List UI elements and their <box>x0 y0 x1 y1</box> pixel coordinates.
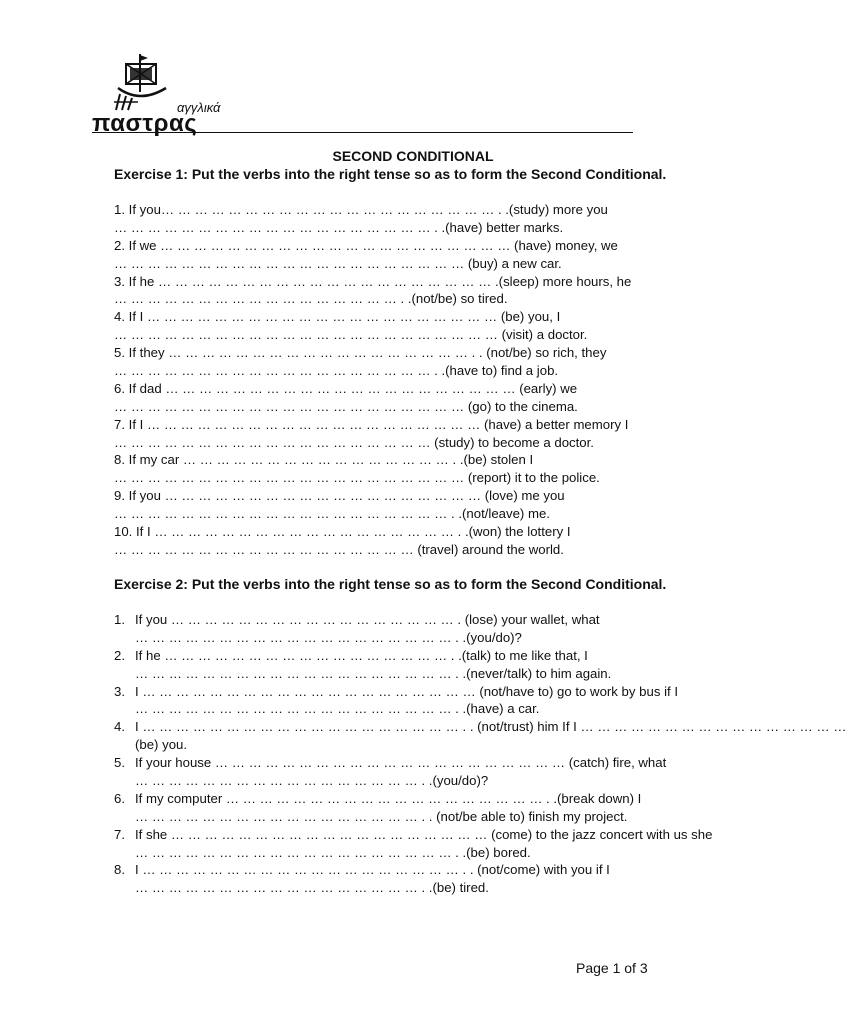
exercise2-list <box>114 611 846 897</box>
item-number: 3. <box>114 683 125 699</box>
item-line-first: I … … … … … … … … … … … … … … … … … … … . . (not/come) with you if I <box>135 862 610 878</box>
item-number: 1. <box>114 612 125 627</box>
item-line-second: … … … … … … … … … … … … … … … … … … … … . .(not/leave) me. <box>114 506 550 522</box>
item-line-second: … … … … … … … … … … … … … … … … … … (travel) around the world. <box>114 541 564 557</box>
item-line-second: … … … … … … … … … … … … … … … … … … … . .(be) bored. <box>135 844 531 860</box>
exercise1-item <box>114 451 734 487</box>
item-line-second: … … … … … … … … … … … … … … … … … … … . .(you/do)? <box>135 629 522 645</box>
item-number: 6. <box>114 790 125 806</box>
item-line-second: (be) you. <box>135 737 188 753</box>
exercise1-item <box>114 380 734 416</box>
exercise1-item <box>114 237 734 273</box>
exercise2-item <box>114 826 734 862</box>
brand-logo <box>92 52 238 137</box>
item-line-second: … … … … … … … … … … … … … … … … … … … … … … … (visit) a doctor. <box>114 327 588 343</box>
exercise2-item <box>114 611 734 647</box>
item-number: 8. <box>114 862 125 878</box>
item-line-second: … … … … … … … … … … … … … … … … … … … . .(have) better marks. <box>114 219 564 235</box>
item-line-first: If he … … … … … … … … … … … … … … … … … . .(talk) to me like that, I <box>135 647 588 663</box>
exercise2-item <box>114 861 734 897</box>
exercise2-item <box>114 790 734 826</box>
item-line-first: If your house … … … … … … … … … … … … … … … … … … … … … (catch) fire, what <box>135 755 667 771</box>
item-line-first: 6. If dad … … … … … … … … … … … … … … … … … … … … … (early) we <box>114 380 578 396</box>
exercise2-item <box>114 754 734 790</box>
header-divider <box>92 132 633 133</box>
item-line-first: 4. If I … … … … … … … … … … … … … … … … … … … … … (be) you, I <box>114 309 561 325</box>
item-line-first: If she … … … … … … … … … … … … … … … … … … … (come) to the jazz concert with us she <box>135 826 713 842</box>
item-line-first: 9. If you … … … … … … … … … … … … … … … … … … … (love) me you <box>114 488 565 504</box>
exercise1-item <box>114 308 734 344</box>
item-line-second: … … … … … … … … … … … … … … … … … . .(be) tired. <box>135 880 489 896</box>
exercise1-item <box>114 273 734 309</box>
exercise2-item <box>114 647 734 683</box>
item-line-second: … … … … … … … … … … … … … … … … … … … … … (report) it to the police. <box>114 470 600 486</box>
document-title: SECOND CONDITIONAL <box>332 148 494 164</box>
item-line-first: 2. If we … … … … … … … … … … … … … … … … … … … … … (have) money, we <box>114 237 618 253</box>
page-number: Page 1 of 3 <box>576 960 648 976</box>
exercise1-item <box>114 201 734 237</box>
item-line-second: … … … … … … … … … … … … … … … … … . . (not/be able to) finish my project. <box>135 808 628 824</box>
item-number: 5. <box>114 755 125 771</box>
item-line-first: 10. If I … … … … … … … … … … … … … … … … … … . .(won) the lottery I <box>114 524 571 540</box>
item-line-second: … … … … … … … … … … … … … … … … … . .(you/do)? <box>135 773 489 789</box>
item-line-second: … … … … … … … … … … … … … … … … … … … . .(never/talk) to him again. <box>135 665 612 681</box>
exercise1-item <box>114 523 734 559</box>
exercise2-item <box>114 683 734 719</box>
exercise2-heading: Exercise 2: Put the verbs into the right tense so as to form the Second Conditional. <box>114 576 667 592</box>
item-line-second: … … … … … … … … … … … … … … … … … … … … … (buy) a new car. <box>114 255 562 271</box>
item-line-second: … … … … … … … … … … … … … … … … … … … (study) to become a doctor. <box>114 434 594 450</box>
item-line-first: I … … … … … … … … … … … … … … … … … … … … (not/have to) go to work by bus if I <box>135 683 678 699</box>
item-line-second: … … … … … … … … … … … … … … … … … … … . .(have to) find a job. <box>114 363 559 379</box>
item-line-second: … … … … … … … … … … … … … … … … … . .(not/be) so tired. <box>114 291 508 307</box>
item-line-first: 1. If you… … … … … … … … … … … … … … … … … … … … . .(study) more you <box>114 202 608 217</box>
item-number: 2. <box>114 647 125 663</box>
exercise1-item <box>114 416 734 452</box>
item-line-first: 5. If they … … … … … … … … … … … … … … … … … … . . (not/be) so rich, they <box>114 345 607 361</box>
item-number: 4. <box>114 719 125 735</box>
brand-tagline: αγγλικά <box>177 100 221 115</box>
item-line-second: … … … … … … … … … … … … … … … … … … … … … (go) to the cinema. <box>114 398 578 414</box>
exercise1-list <box>114 201 734 559</box>
item-line-first: If my computer … … … … … … … … … … … … … … … … … … … . .(break down) I <box>135 790 642 806</box>
brand-name: παστρας <box>92 110 198 137</box>
item-line-first: 7. If I … … … … … … … … … … … … … … … … … … … … (have) a better memory I <box>114 416 629 432</box>
item-line-first: 8. If my car … … … … … … … … … … … … … … … … . .(be) stolen I <box>114 452 534 468</box>
exercise1-heading: Exercise 1: Put the verbs into the right tense so as to form the Second Conditional. <box>114 166 667 182</box>
exercise1-item <box>114 344 734 380</box>
ship-emblem-icon <box>108 52 188 114</box>
item-line-first: I … … … … … … … … … … … … … … … … … … … . . (not/trust) him If I … … … … … … … … … … … … … … … … <box>135 719 846 735</box>
exercise1-item <box>114 487 734 523</box>
item-line-first: 3. If he … … … … … … … … … … … … … … … … … … … … .(sleep) more hours, he <box>114 273 632 289</box>
item-line-second: … … … … … … … … … … … … … … … … … … … . .(have) a car. <box>135 701 540 717</box>
item-line-first: If you … … … … … … … … … … … … … … … … … . (lose) your wallet, what <box>135 612 600 627</box>
exercise2-item <box>114 718 846 754</box>
item-number: 7. <box>114 826 125 842</box>
